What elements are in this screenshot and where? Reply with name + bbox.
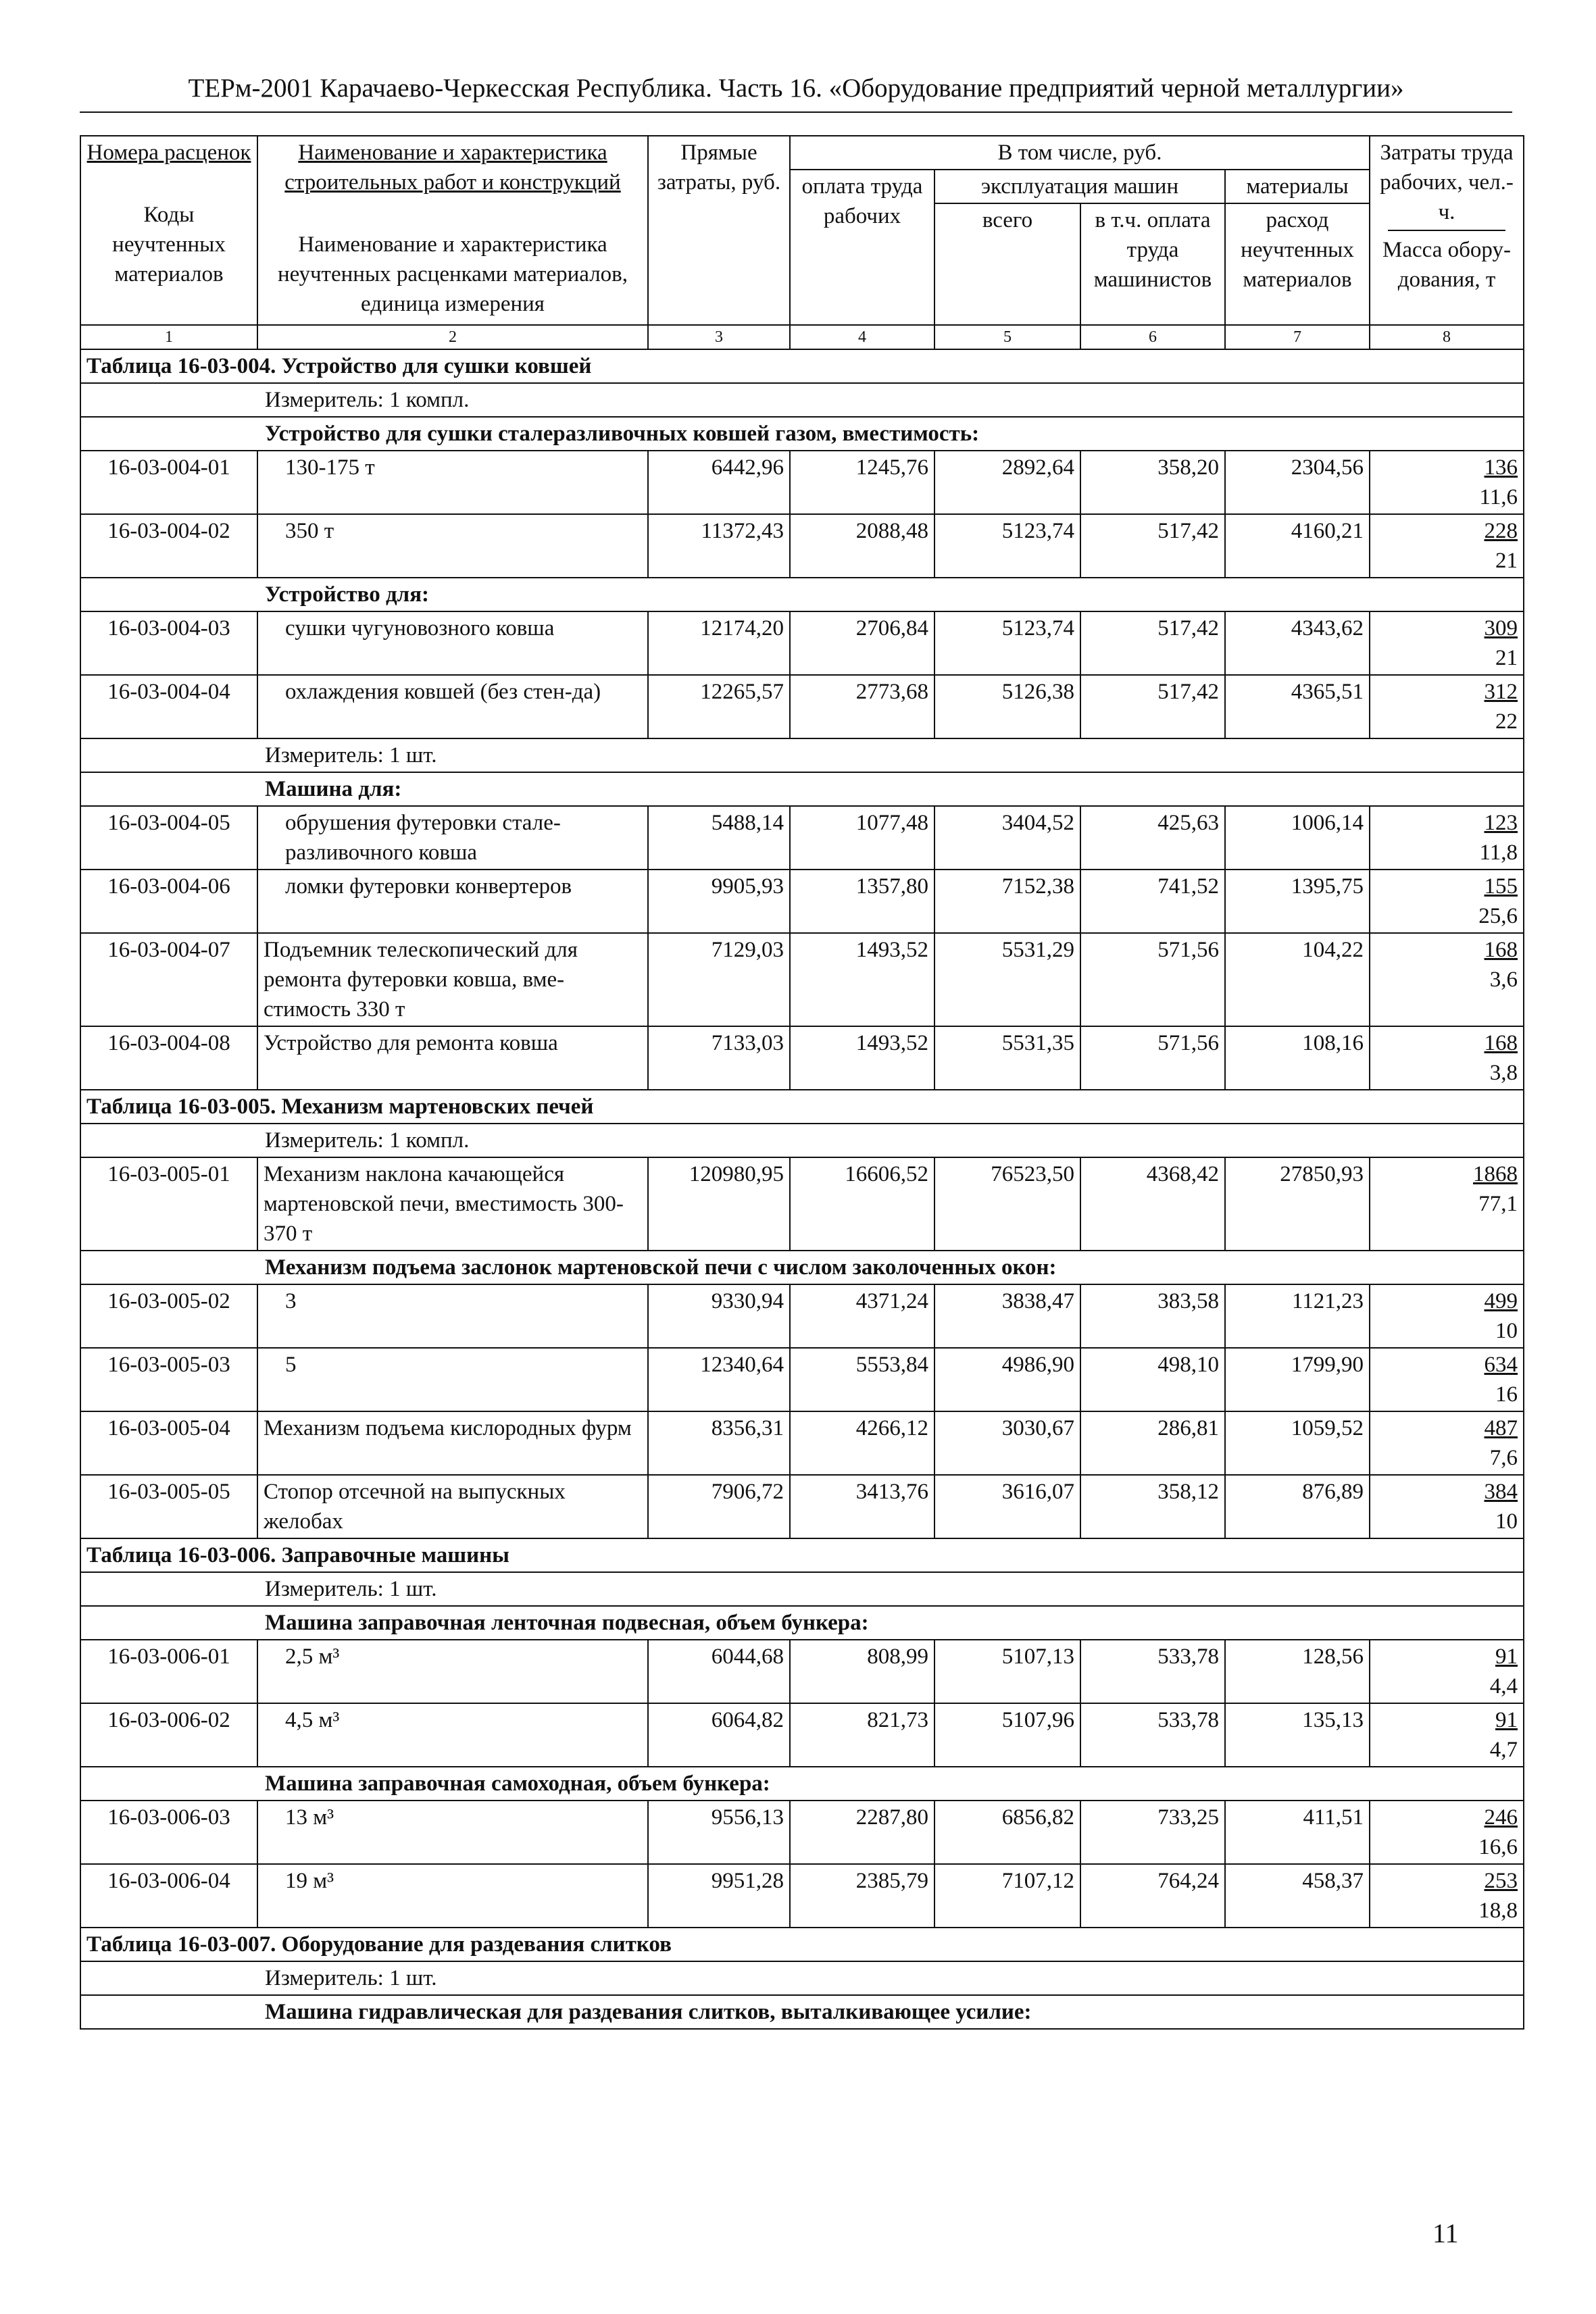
rate-code: 16-03-005-03 xyxy=(80,1348,257,1411)
page-header: ТЕРм-2001 Карачаево-Черкесская Республика. Часть 16. «Оборудование предприятий черной металлургии» xyxy=(188,74,1404,103)
machinist-pay: 498,10 xyxy=(1080,1348,1225,1411)
labor-and-mass xyxy=(1370,611,1524,675)
rate-name: 3 xyxy=(257,1284,648,1348)
equipment-mass: 18,8 xyxy=(1478,1898,1518,1923)
measure-row xyxy=(80,1572,1524,1606)
labor-and-mass xyxy=(1370,675,1524,738)
rate-name: 130-175 т xyxy=(257,451,648,514)
materials: 108,16 xyxy=(1225,1026,1370,1090)
labor-and-mass xyxy=(1370,1026,1524,1090)
direct-costs: 7906,72 xyxy=(648,1475,790,1538)
table-row xyxy=(80,1475,1524,1538)
labor-and-mass xyxy=(1370,1864,1524,1928)
materials: 1799,90 xyxy=(1225,1348,1370,1411)
labor-and-mass xyxy=(1370,806,1524,870)
labor-and-mass xyxy=(1370,1475,1524,1538)
equipment-mass: 10 xyxy=(1495,1319,1518,1343)
col-5-header: всего xyxy=(934,203,1080,325)
rate-name: 5 xyxy=(257,1348,648,1411)
machines-total: 2892,64 xyxy=(934,451,1080,514)
subheading-row xyxy=(80,1251,1524,1284)
labor-hours: 312 xyxy=(1484,680,1518,704)
machines-total: 5123,74 xyxy=(934,611,1080,675)
machinist-pay: 533,78 xyxy=(1080,1703,1225,1767)
subheading-row xyxy=(80,1767,1524,1801)
equipment-mass: 16,6 xyxy=(1478,1835,1518,1859)
materials: 1395,75 xyxy=(1225,870,1370,933)
labor-and-mass xyxy=(1370,870,1524,933)
table-title-row xyxy=(80,1090,1524,1124)
labor-and-mass xyxy=(1370,1348,1524,1411)
labor-pay: 1357,80 xyxy=(790,870,934,933)
machines-total: 5531,29 xyxy=(934,933,1080,1026)
page-number: 11 xyxy=(1432,2218,1459,2248)
machinist-pay: 4368,42 xyxy=(1080,1157,1225,1251)
column-number: 5 xyxy=(934,325,1080,349)
col-1-header xyxy=(80,136,257,325)
column-number: 2 xyxy=(257,325,648,349)
measure-label: Измеритель: 1 компл. xyxy=(80,1124,1524,1157)
table-row xyxy=(80,1801,1524,1864)
materials: 135,13 xyxy=(1225,1703,1370,1767)
measure-row xyxy=(80,738,1524,772)
table-row xyxy=(80,1703,1524,1767)
table-row xyxy=(80,611,1524,675)
labor-pay: 1493,52 xyxy=(790,1026,934,1090)
table-row xyxy=(80,870,1524,933)
labor-hours: 155 xyxy=(1484,874,1518,899)
measure-label: Измеритель: 1 шт. xyxy=(80,1572,1524,1606)
table-row xyxy=(80,1348,1524,1411)
materials: 411,51 xyxy=(1225,1801,1370,1864)
materials: 104,22 xyxy=(1225,933,1370,1026)
table-row xyxy=(80,933,1524,1026)
materials: 1006,14 xyxy=(1225,806,1370,870)
rate-name: ломки футеровки конвертеров xyxy=(257,870,648,933)
rate-code: 16-03-004-07 xyxy=(80,933,257,1026)
machines-total: 4986,90 xyxy=(934,1348,1080,1411)
column-number: 1 xyxy=(80,325,257,349)
equipment-mass: 22 xyxy=(1495,709,1518,734)
machines-total: 3838,47 xyxy=(934,1284,1080,1348)
materials: 4365,51 xyxy=(1225,675,1370,738)
machines-total: 76523,50 xyxy=(934,1157,1080,1251)
labor-and-mass xyxy=(1370,1411,1524,1475)
col-8-top: Затраты труда рабочих, чел.-ч. xyxy=(1380,141,1514,224)
table-row xyxy=(80,1026,1524,1090)
rate-code: 16-03-005-02 xyxy=(80,1284,257,1348)
table-row xyxy=(80,806,1524,870)
labor-pay: 5553,84 xyxy=(790,1348,934,1411)
labor-and-mass xyxy=(1370,1703,1524,1767)
subheading: Машина заправочная самоходная, объем бункера: xyxy=(80,1767,1524,1801)
rate-code: 16-03-004-03 xyxy=(80,611,257,675)
col-8-bottom: Масса обору-дования, т xyxy=(1382,238,1511,292)
direct-costs: 9330,94 xyxy=(648,1284,790,1348)
rate-code: 16-03-006-01 xyxy=(80,1640,257,1703)
subheading: Машина гидравлическая для раздевания слитков, выталкивающее усилие: xyxy=(80,1995,1524,2029)
rate-name: 4,5 м³ xyxy=(257,1703,648,1767)
machinist-pay: 517,42 xyxy=(1080,514,1225,578)
table-row xyxy=(80,1411,1524,1475)
col-7-header: расход неучтенных материалов xyxy=(1225,203,1370,325)
table-row xyxy=(80,675,1524,738)
labor-and-mass xyxy=(1370,1640,1524,1703)
rate-name: сушки чугуновозного ковша xyxy=(257,611,648,675)
group-header: В том числе, руб. xyxy=(790,136,1370,170)
machines-total: 7152,38 xyxy=(934,870,1080,933)
machines-total: 7107,12 xyxy=(934,1864,1080,1928)
materials: 27850,93 xyxy=(1225,1157,1370,1251)
rate-name: Стопор отсечной на выпускных желобах xyxy=(257,1475,648,1538)
direct-costs: 9556,13 xyxy=(648,1801,790,1864)
equipment-mass: 21 xyxy=(1495,646,1518,670)
labor-hours: 384 xyxy=(1484,1480,1518,1504)
subheading-row xyxy=(80,578,1524,611)
col-2-bottom: Наименование и характеристика неучтенных расценками материалов, единица измерения xyxy=(277,232,628,316)
labor-and-mass xyxy=(1370,451,1524,514)
materials: 1059,52 xyxy=(1225,1411,1370,1475)
table-row xyxy=(80,1284,1524,1348)
equipment-mass: 11,6 xyxy=(1479,485,1518,509)
col-6-header: в т.ч. оплата труда машинистов xyxy=(1080,203,1225,325)
machinist-pay: 733,25 xyxy=(1080,1801,1225,1864)
rate-code: 16-03-005-04 xyxy=(80,1411,257,1475)
direct-costs: 5488,14 xyxy=(648,806,790,870)
subheading-row xyxy=(80,1995,1524,2029)
direct-costs: 6064,82 xyxy=(648,1703,790,1767)
subheading-row xyxy=(80,417,1524,451)
table-row xyxy=(80,1157,1524,1251)
direct-costs: 8356,31 xyxy=(648,1411,790,1475)
rate-name: Устройство для ремонта ковша xyxy=(257,1026,648,1090)
labor-and-mass xyxy=(1370,1284,1524,1348)
column-number: 7 xyxy=(1225,325,1370,349)
col-2-header xyxy=(257,136,648,325)
direct-costs: 11372,43 xyxy=(648,514,790,578)
labor-pay: 2385,79 xyxy=(790,1864,934,1928)
direct-costs: 7129,03 xyxy=(648,933,790,1026)
col-1-bottom: Коды неучтенных материалов xyxy=(112,203,226,286)
table-header xyxy=(80,136,1524,349)
machinist-pay: 741,52 xyxy=(1080,870,1225,933)
table-body xyxy=(80,349,1524,2029)
machines-total: 3030,67 xyxy=(934,1411,1080,1475)
rate-code: 16-03-004-01 xyxy=(80,451,257,514)
col-3-header: Прямые затраты, руб. xyxy=(648,136,790,325)
labor-hours: 309 xyxy=(1484,616,1518,640)
column-number: 3 xyxy=(648,325,790,349)
labor-pay: 808,99 xyxy=(790,1640,934,1703)
measure-row xyxy=(80,1961,1524,1995)
column-numbers xyxy=(80,325,1524,349)
direct-costs: 12174,20 xyxy=(648,611,790,675)
col-1-top: Номера расценок xyxy=(86,141,251,165)
labor-and-mass xyxy=(1370,514,1524,578)
equipment-mass: 77,1 xyxy=(1478,1192,1518,1216)
machines-total: 3404,52 xyxy=(934,806,1080,870)
labor-hours: 91 xyxy=(1495,1708,1518,1732)
subheading: Устройство для сушки сталеразливочных ковшей газом, вместимость: xyxy=(80,417,1524,451)
col-4-header: оплата труда рабочих xyxy=(790,170,934,325)
measure-label: Измеритель: 1 шт. xyxy=(80,1961,1524,1995)
equipment-mass: 3,6 xyxy=(1489,967,1518,992)
table-title: Таблица 16-03-004. Устройство для сушки ковшей xyxy=(80,349,1524,383)
equipment-mass: 3,8 xyxy=(1489,1061,1518,1085)
machines-total: 6856,82 xyxy=(934,1801,1080,1864)
labor-and-mass xyxy=(1370,1157,1524,1251)
labor-hours: 499 xyxy=(1484,1289,1518,1313)
rate-code: 16-03-004-08 xyxy=(80,1026,257,1090)
labor-pay: 2773,68 xyxy=(790,675,934,738)
machinist-pay: 764,24 xyxy=(1080,1864,1225,1928)
measure-label: Измеритель: 1 компл. xyxy=(80,383,1524,417)
rate-name: Механизм подъема кислородных фурм xyxy=(257,1411,648,1475)
labor-hours: 168 xyxy=(1484,1031,1518,1055)
equipment-mass: 25,6 xyxy=(1478,904,1518,928)
table-title: Таблица 16-03-007. Оборудование для раздевания слитков xyxy=(80,1928,1524,1961)
rate-name: обрушения футеровки стале-разливочного ковша xyxy=(257,806,648,870)
direct-costs: 9905,93 xyxy=(648,870,790,933)
table-title-row xyxy=(80,1928,1524,1961)
labor-pay: 1245,76 xyxy=(790,451,934,514)
header-rule xyxy=(80,111,1512,113)
labor-pay: 2706,84 xyxy=(790,611,934,675)
direct-costs: 7133,03 xyxy=(648,1026,790,1090)
labor-pay: 2088,48 xyxy=(790,514,934,578)
table-row xyxy=(80,451,1524,514)
labor-pay: 1493,52 xyxy=(790,933,934,1026)
equipment-mass: 7,6 xyxy=(1489,1446,1518,1470)
column-number: 4 xyxy=(790,325,934,349)
subheading: Машина для: xyxy=(80,772,1524,806)
materials: 4160,21 xyxy=(1225,514,1370,578)
direct-costs: 6442,96 xyxy=(648,451,790,514)
rate-name: 2,5 м³ xyxy=(257,1640,648,1703)
rate-code: 16-03-005-05 xyxy=(80,1475,257,1538)
rate-code: 16-03-004-04 xyxy=(80,675,257,738)
labor-hours: 634 xyxy=(1484,1353,1518,1377)
labor-pay: 3413,76 xyxy=(790,1475,934,1538)
equipment-mass: 11,8 xyxy=(1479,840,1518,865)
machines-total: 5107,96 xyxy=(934,1703,1080,1767)
machinist-pay: 533,78 xyxy=(1080,1640,1225,1703)
labor-pay: 821,73 xyxy=(790,1703,934,1767)
machinist-pay: 517,42 xyxy=(1080,611,1225,675)
equipment-mass: 10 xyxy=(1495,1509,1518,1534)
labor-hours: 246 xyxy=(1484,1805,1518,1830)
table-row xyxy=(80,1640,1524,1703)
subheading: Устройство для: xyxy=(80,578,1524,611)
machinist-pay: 358,12 xyxy=(1080,1475,1225,1538)
labor-hours: 253 xyxy=(1484,1869,1518,1893)
machinist-pay: 383,58 xyxy=(1080,1284,1225,1348)
direct-costs: 12265,57 xyxy=(648,675,790,738)
machines-total: 5531,35 xyxy=(934,1026,1080,1090)
table-title-row xyxy=(80,1538,1524,1572)
document-body xyxy=(80,135,1523,2030)
equipment-mass: 4,7 xyxy=(1489,1738,1518,1762)
rate-code: 16-03-006-03 xyxy=(80,1801,257,1864)
table-title: Таблица 16-03-005. Механизм мартеновских печей xyxy=(80,1090,1524,1124)
machinist-pay: 571,56 xyxy=(1080,1026,1225,1090)
labor-hours: 1868 xyxy=(1473,1162,1518,1186)
rate-name: Подъемник телескопический для ремонта футеровки ковша, вме-стимость 330 т xyxy=(257,933,648,1026)
col-8-header xyxy=(1370,136,1524,325)
rates-table xyxy=(80,135,1524,2030)
labor-pay: 4266,12 xyxy=(790,1411,934,1475)
materials: 1121,23 xyxy=(1225,1284,1370,1348)
labor-pay: 2287,80 xyxy=(790,1801,934,1864)
machines-total: 3616,07 xyxy=(934,1475,1080,1538)
equipment-mass: 16 xyxy=(1495,1382,1518,1407)
measure-row xyxy=(80,383,1524,417)
rate-code: 16-03-005-01 xyxy=(80,1157,257,1251)
equipment-mass: 4,4 xyxy=(1489,1674,1518,1699)
equipment-mass: 21 xyxy=(1495,549,1518,573)
direct-costs: 9951,28 xyxy=(648,1864,790,1928)
rate-name: 19 м³ xyxy=(257,1864,648,1928)
direct-costs: 120980,95 xyxy=(648,1157,790,1251)
rate-code: 16-03-004-06 xyxy=(80,870,257,933)
machinist-pay: 286,81 xyxy=(1080,1411,1225,1475)
subheading-row xyxy=(80,772,1524,806)
measure-label: Измеритель: 1 шт. xyxy=(80,738,1524,772)
column-number: 8 xyxy=(1370,325,1524,349)
rate-name: 350 т xyxy=(257,514,648,578)
machines-total: 5107,13 xyxy=(934,1640,1080,1703)
machinist-pay: 517,42 xyxy=(1080,675,1225,738)
subheading: Механизм подъема заслонок мартеновской печи с числом заколоченных окон: xyxy=(80,1251,1524,1284)
col-2-top: Наименование и характеристика строительных работ и конструкций xyxy=(284,141,621,195)
machines-total: 5126,38 xyxy=(934,675,1080,738)
materials: 4343,62 xyxy=(1225,611,1370,675)
rate-code: 16-03-006-04 xyxy=(80,1864,257,1928)
rate-name: охлаждения ковшей (без стен-да) xyxy=(257,675,648,738)
machines-total: 5123,74 xyxy=(934,514,1080,578)
table-row xyxy=(80,514,1524,578)
labor-hours: 91 xyxy=(1495,1644,1518,1669)
direct-costs: 6044,68 xyxy=(648,1640,790,1703)
labor-and-mass xyxy=(1370,1801,1524,1864)
labor-hours: 123 xyxy=(1484,811,1518,835)
table-title-row xyxy=(80,349,1524,383)
materials: 2304,56 xyxy=(1225,451,1370,514)
subheading: Машина заправочная ленточная подвесная, объем бункера: xyxy=(80,1606,1524,1640)
rate-code: 16-03-004-02 xyxy=(80,514,257,578)
subheading-row xyxy=(80,1606,1524,1640)
labor-hours: 168 xyxy=(1484,938,1518,962)
labor-pay: 4371,24 xyxy=(790,1284,934,1348)
table-title: Таблица 16-03-006. Заправочные машины xyxy=(80,1538,1524,1572)
table-row xyxy=(80,1864,1524,1928)
machinist-pay: 358,20 xyxy=(1080,451,1225,514)
labor-hours: 136 xyxy=(1484,455,1518,480)
machines-header: эксплуатация машин xyxy=(934,170,1225,203)
measure-row xyxy=(80,1124,1524,1157)
materials: 876,89 xyxy=(1225,1475,1370,1538)
materials: 458,37 xyxy=(1225,1864,1370,1928)
rate-code: 16-03-006-02 xyxy=(80,1703,257,1767)
direct-costs: 12340,64 xyxy=(648,1348,790,1411)
rate-name: Механизм наклона качающейся мартеновской печи, вместимость 300-370 т xyxy=(257,1157,648,1251)
machinist-pay: 425,63 xyxy=(1080,806,1225,870)
labor-pay: 16606,52 xyxy=(790,1157,934,1251)
rate-name: 13 м³ xyxy=(257,1801,648,1864)
machinist-pay: 571,56 xyxy=(1080,933,1225,1026)
labor-and-mass xyxy=(1370,933,1524,1026)
column-number: 6 xyxy=(1080,325,1225,349)
materials-header: материалы xyxy=(1225,170,1370,203)
labor-pay: 1077,48 xyxy=(790,806,934,870)
materials: 128,56 xyxy=(1225,1640,1370,1703)
labor-hours: 228 xyxy=(1484,519,1518,543)
rate-code: 16-03-004-05 xyxy=(80,806,257,870)
labor-hours: 487 xyxy=(1484,1416,1518,1440)
